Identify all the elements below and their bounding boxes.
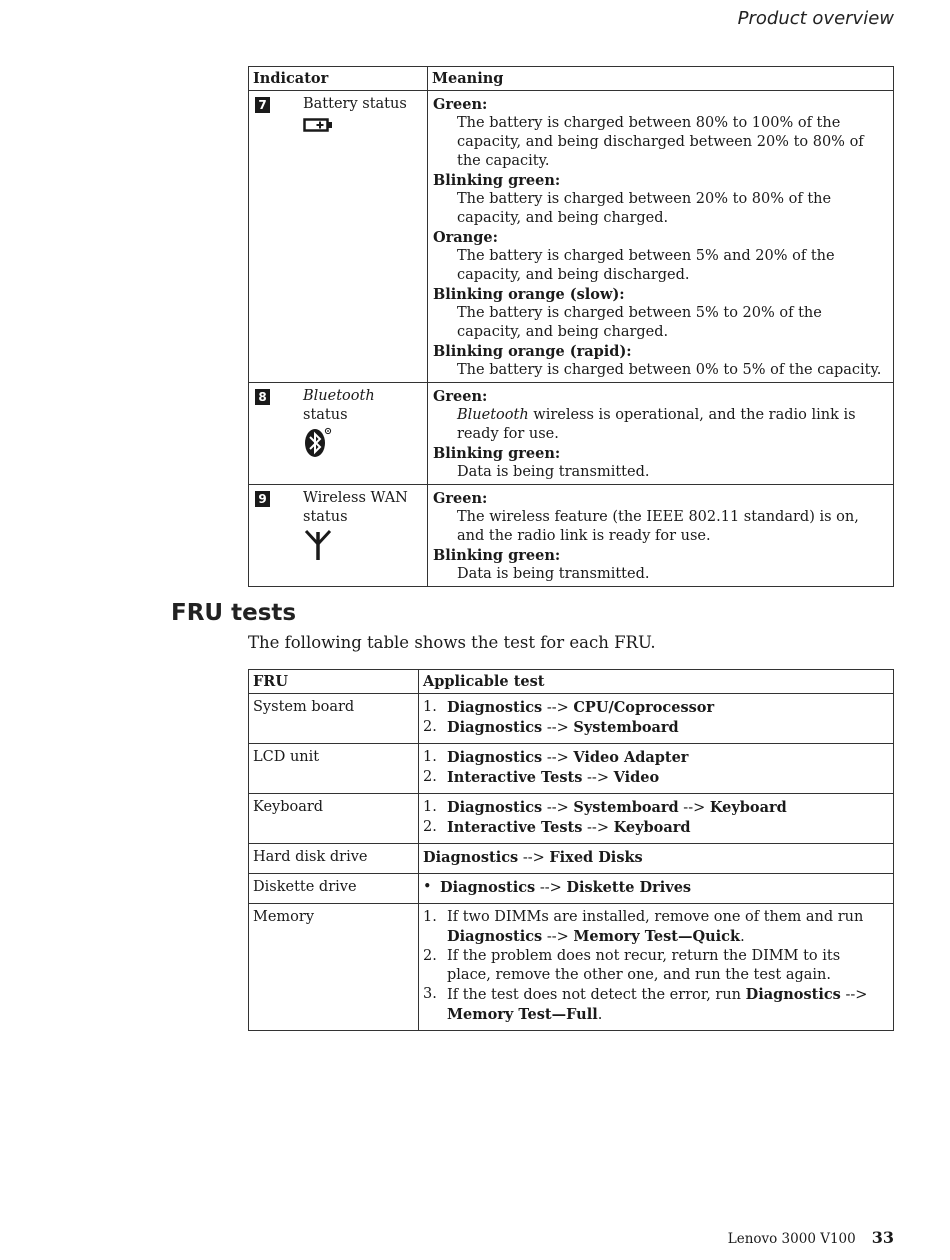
meaning-def: The battery is charged between 5% to 20% of the capacity, and being charged.: [457, 305, 822, 340]
fru-name: Hard disk drive: [249, 844, 419, 874]
indicator-cell: [249, 383, 428, 485]
table-row: [249, 485, 894, 587]
meaning-cell: [428, 485, 894, 587]
table-header-row: [249, 67, 894, 91]
test-cell: [419, 794, 894, 844]
list-item: 2. If the problem does not recur, return the DIMM to its place, remove the other one, and run the test again.: [423, 948, 841, 983]
table-row: [249, 844, 894, 874]
indicator-label: Bluetooth status: [303, 388, 375, 423]
table-row: [249, 383, 894, 485]
meaning-term: Blinking green:: [433, 172, 561, 189]
page-footer: [728, 1228, 894, 1247]
antenna-icon: [303, 529, 423, 567]
table-row: [249, 91, 894, 383]
table-row: [249, 874, 894, 904]
test-cell: [419, 874, 894, 904]
fru-name: LCD unit: [249, 744, 419, 794]
fru-table: [248, 669, 894, 1031]
indicator-cell: [249, 485, 428, 587]
meaning-term: Blinking orange (slow):: [433, 286, 625, 303]
col-fru-header: FRU: [249, 670, 419, 694]
meaning-term: Green:: [433, 388, 488, 405]
list-item: • Diagnostics --> Diskette Drives: [423, 879, 692, 896]
list-item: 1. Diagnostics --> Video Adapter: [423, 749, 689, 766]
indicator-number: 7: [255, 97, 270, 113]
indicator-number: 8: [255, 389, 270, 405]
indicator-label: Wireless WAN status: [303, 490, 408, 525]
indicator-cell: [249, 91, 428, 383]
test-cell: [419, 904, 894, 1031]
meaning-def: Data is being transmitted.: [457, 566, 650, 582]
meaning-def: The wireless feature (the IEEE 802.11 standard) is on, and the radio link is ready for use.: [457, 509, 859, 544]
table-header-row: [249, 670, 894, 694]
test-cell: [419, 694, 894, 744]
list-item: 1. Diagnostics --> CPU/Coprocessor: [423, 699, 715, 716]
indicator-table: [248, 66, 894, 587]
table-row: [249, 694, 894, 744]
table-row: [249, 744, 894, 794]
section-intro: The following table shows the test for each FRU.: [248, 633, 656, 652]
list-item: 3. If the test does not detect the error, run Diagnostics --> Memory Test—Full.: [423, 986, 868, 1023]
section-heading: FRU tests: [171, 600, 297, 626]
meaning-term: Blinking green:: [433, 547, 561, 564]
meaning-cell: [428, 383, 894, 485]
meaning-term: Green:: [433, 490, 488, 507]
fru-name: Memory: [249, 904, 419, 1031]
list-item: 1. Diagnostics --> Systemboard --> Keyboard: [423, 799, 787, 816]
battery-icon: [303, 116, 407, 140]
footer-product: Lenovo 3000 V100: [727, 1231, 856, 1247]
meaning-term: Orange:: [433, 229, 498, 246]
fru-name: Diskette drive: [249, 874, 419, 904]
indicator-number: 9: [255, 491, 270, 507]
page-number: 33: [871, 1228, 894, 1247]
test-cell: Diagnostics --> Fixed Disks: [419, 844, 894, 874]
meaning-def: The battery is charged between 80% to 100% of the capacity, and being discharged between 20% to 80% of the capacity.: [457, 115, 864, 169]
col-indicator-header: Indicator: [249, 67, 428, 91]
list-item: 2. Interactive Tests --> Video: [423, 769, 660, 786]
meaning-def: Bluetooth wireless is operational, and the radio link is ready for use.: [457, 407, 856, 442]
table-row: [249, 794, 894, 844]
col-meaning-header: Meaning: [428, 67, 894, 91]
running-header: Product overview: [737, 8, 894, 29]
meaning-cell: [428, 91, 894, 383]
meaning-term: Blinking orange (rapid):: [433, 343, 632, 360]
list-item: 1. If two DIMMs are installed, remove one of them and run Diagnostics --> Memory Test—Quick.: [423, 909, 864, 945]
fru-name: System board: [249, 694, 419, 744]
col-test-header: Applicable test: [419, 670, 894, 694]
indicator-label: Battery status: [303, 96, 407, 112]
fru-name: Keyboard: [249, 794, 419, 844]
meaning-def: The battery is charged between 0% to 5% of the capacity.: [457, 362, 882, 378]
meaning-term: Green:: [433, 96, 488, 113]
meaning-def: The battery is charged between 20% to 80% of the capacity, and being charged.: [457, 191, 832, 226]
meaning-term: Blinking green:: [433, 445, 561, 462]
list-item: 2. Diagnostics --> Systemboard: [423, 719, 679, 736]
table-row: [249, 904, 894, 1031]
meaning-def: The battery is charged between 5% and 20% of the capacity, and being discharged.: [457, 248, 835, 283]
test-cell: [419, 744, 894, 794]
list-item: 2. Interactive Tests --> Keyboard: [423, 819, 691, 836]
meaning-def: Data is being transmitted.: [457, 464, 650, 480]
bluetooth-icon: [303, 427, 423, 465]
